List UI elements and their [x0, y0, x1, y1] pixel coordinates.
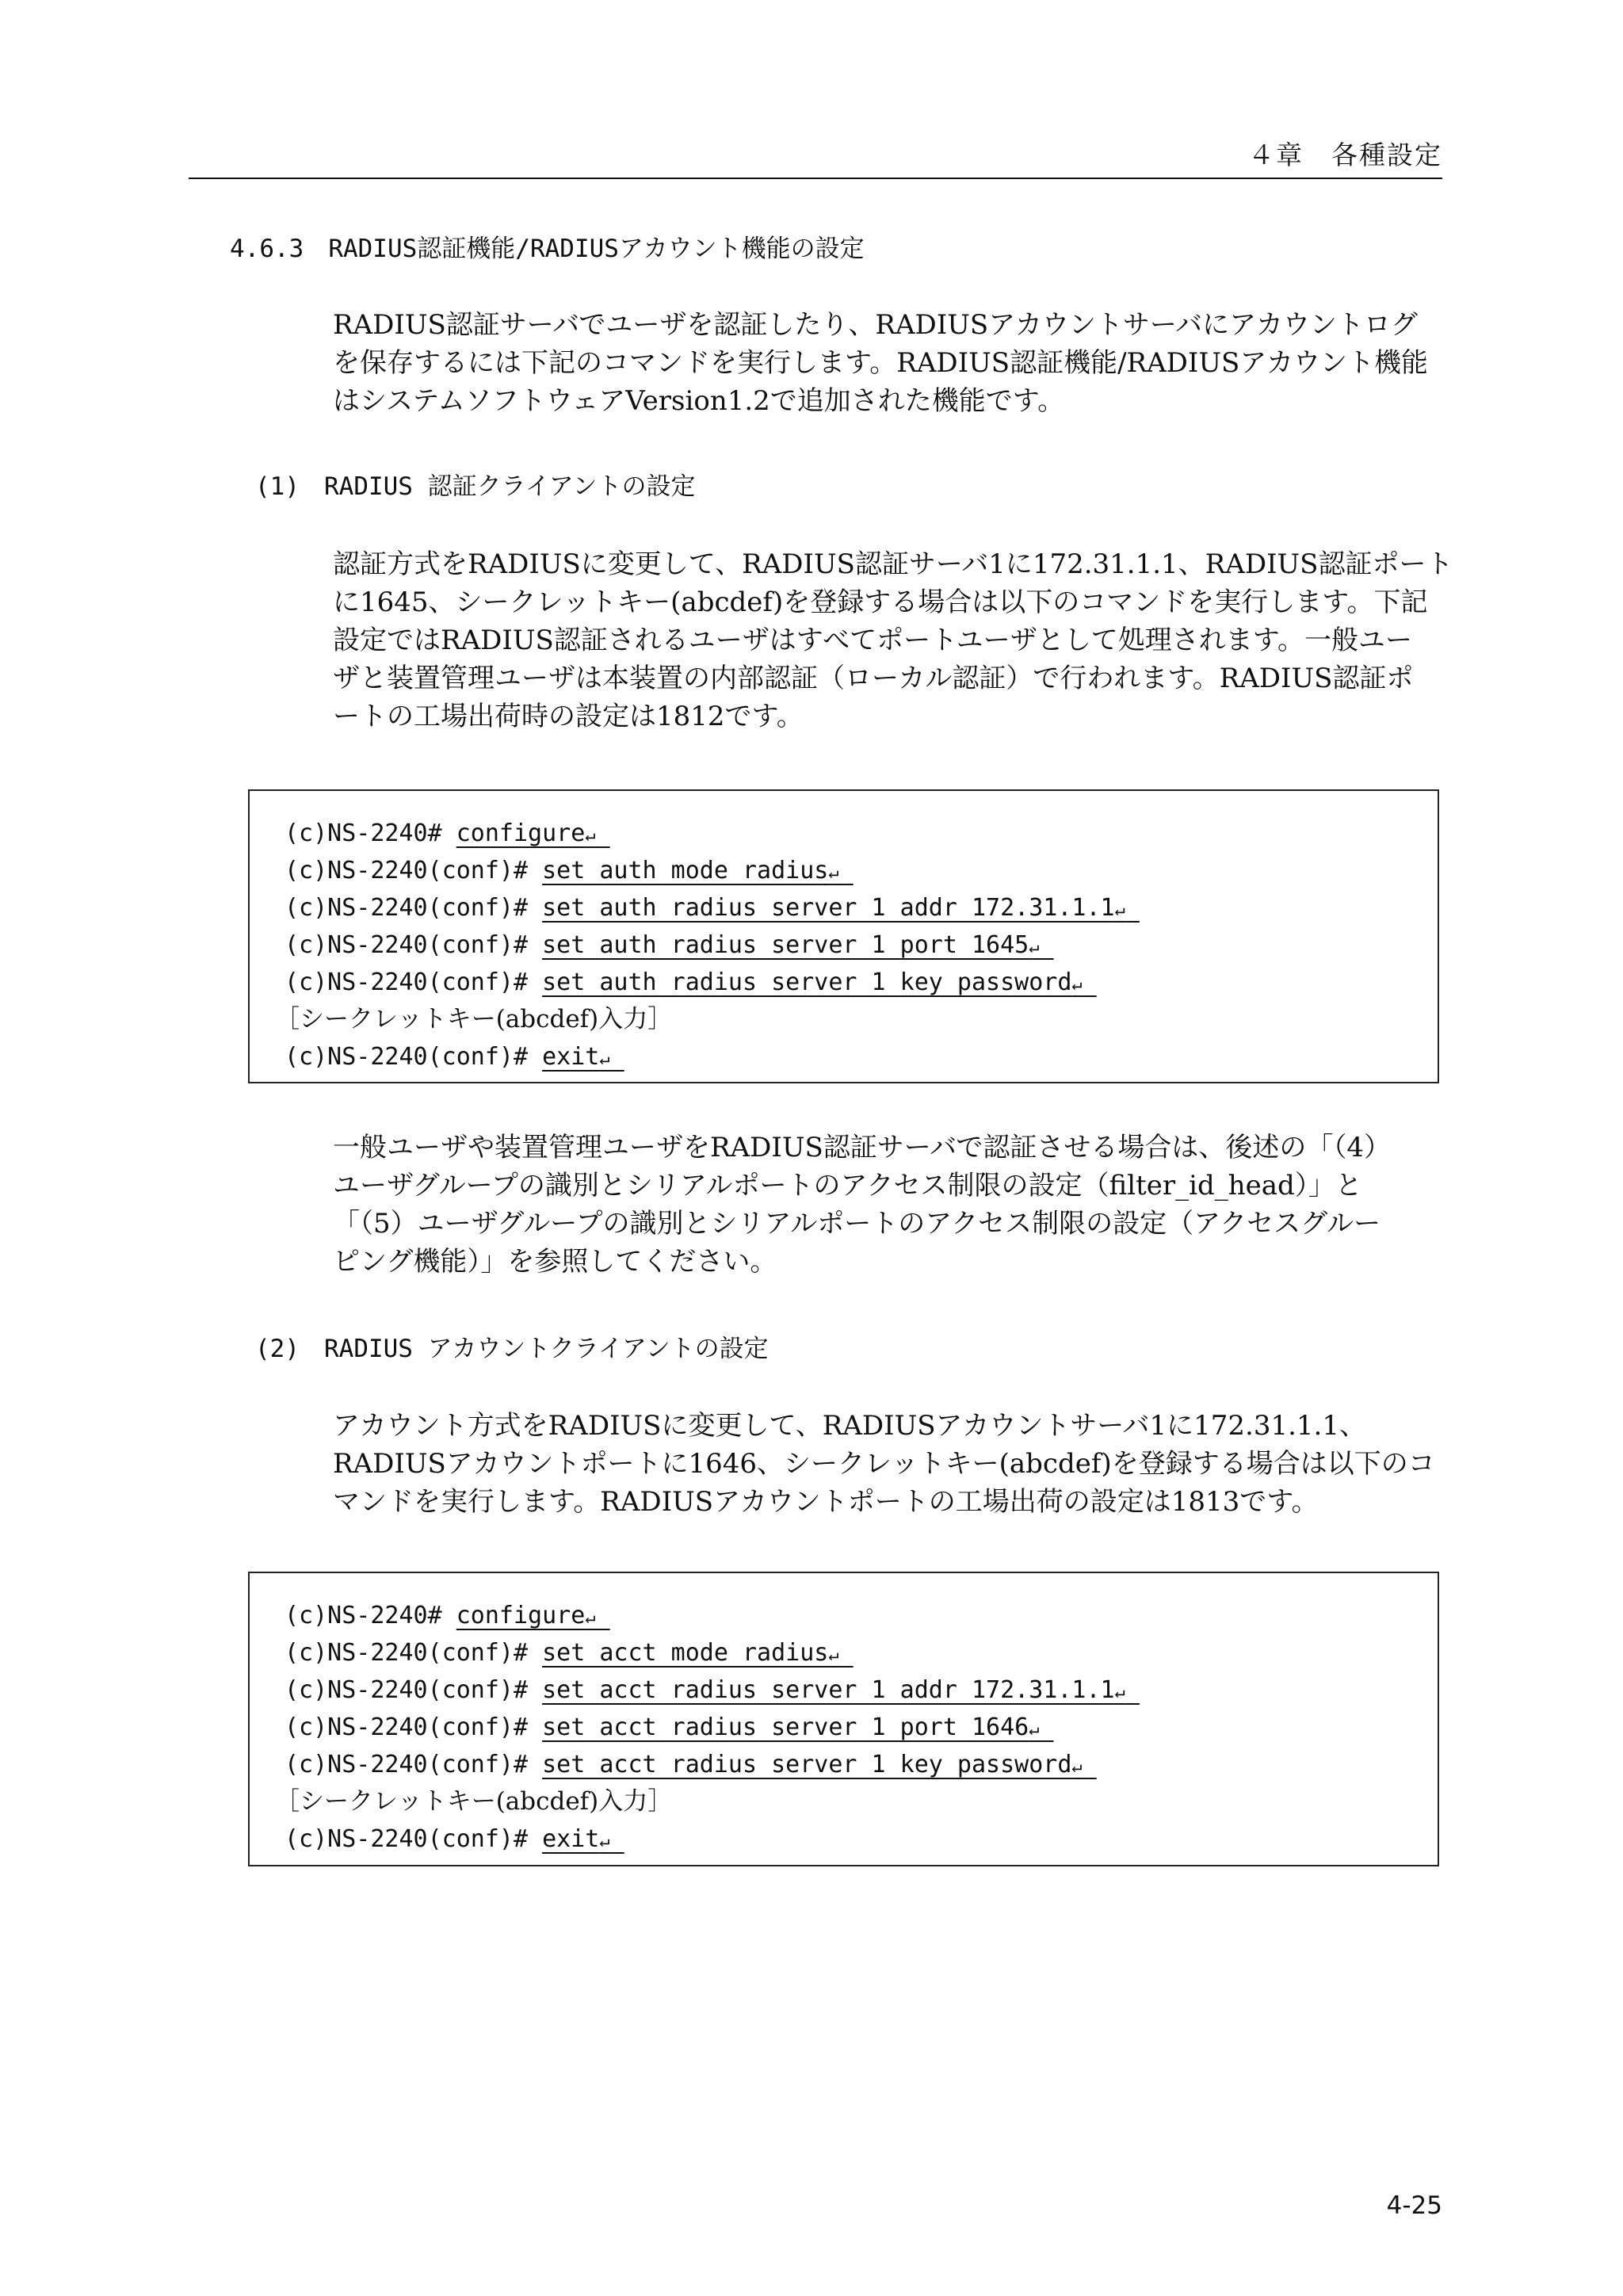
code-command: configure↵: [456, 1602, 596, 1629]
code-example-2: [248, 1572, 1439, 1866]
code-line: [285, 1709, 1438, 1746]
code-command: set auth mode radius↵: [542, 857, 839, 884]
code-prompt: (c)NS-2240(conf)#: [285, 857, 543, 884]
code-command: set acct radius server 1 port 1646↵: [542, 1713, 1040, 1741]
code-note: ［シークレットキー(abcdef)入力］: [275, 1787, 673, 1816]
code-command: set auth radius server 1 addr 172.31.1.1↵: [542, 894, 1125, 922]
paragraph-line: 設定ではRADIUS認証されるユーザはすべてポートユーザとして処理されます。一般ユー: [333, 625, 1413, 656]
chapter-header: ４章 各種設定: [1248, 139, 1442, 170]
intro-paragraph: [333, 306, 1442, 420]
code-line: [285, 926, 1438, 964]
paragraph-line: 認証方式をRADIUSに変更して、RADIUS認証サーバ1に172.31.1.1、RADIUS認証ポート: [333, 548, 1453, 580]
return-icon: ↵: [585, 1608, 596, 1628]
return-icon: ↵: [585, 826, 596, 846]
section-heading: 4.6.3 RADIUS認証機能/RADIUSアカウント機能の設定: [230, 235, 865, 263]
paragraph-line: ピング機能）」を参照してください。: [333, 1246, 777, 1278]
return-icon: ↵: [599, 1049, 610, 1069]
paragraph-line: RADIUSアカウントポートに1646、シークレットキー(abcdef)を登録する場合は以下のコ: [333, 1448, 1435, 1480]
code-line: [285, 1038, 1438, 1075]
return-icon: ↵: [1029, 1720, 1040, 1740]
subsection-1-paragraph: [333, 545, 1453, 735]
code-prompt: (c)NS-2240(conf)#: [285, 968, 543, 996]
subsection-2-paragraph: [333, 1407, 1442, 1521]
header-rule: [189, 178, 1442, 179]
paragraph-line: ユーザグループの識別とシリアルポートのアクセス制限の設定（filter_id_head）」と: [333, 1170, 1362, 1201]
code-line: [285, 1597, 1438, 1634]
intro-line: を保存するには下記のコマンドを実行します。RADIUS認証機能/RADIUSアカウント機能: [333, 347, 1428, 379]
subsection-1-note-paragraph: [333, 1129, 1442, 1281]
code-prompt: (c)NS-2240#: [285, 819, 456, 847]
return-icon: ↵: [828, 863, 839, 883]
code-line: [285, 1746, 1438, 1783]
paragraph-line: ザと装置管理ユーザは本装置の内部認証（ローカル認証）で行われます。RADIUS認証ポ: [333, 663, 1414, 694]
intro-line: RADIUS認証サーバでユーザを認証したり、RADIUSアカウントサーバにアカウントログ: [333, 309, 1418, 341]
paragraph-line: に1645、シークレットキー(abcdef)を登録する場合は以下のコマンドを実行します。下記: [333, 586, 1428, 618]
code-command: set acct mode radius↵: [542, 1639, 839, 1667]
paragraph-line: 一般ユーザや装置管理ユーザをRADIUS認証サーバで認証させる場合は、後述の「（4）: [333, 1132, 1392, 1163]
page-number: 4-25: [1386, 2191, 1442, 2220]
code-example-1: [248, 789, 1439, 1083]
code-command: set auth radius server 1 key password↵: [542, 968, 1083, 996]
code-prompt: (c)NS-2240(conf)#: [285, 1751, 543, 1778]
code-line: [285, 889, 1438, 926]
code-prompt: (c)NS-2240(conf)#: [285, 1825, 543, 1853]
return-icon: ↵: [1114, 900, 1125, 920]
code-command: exit↵: [542, 1043, 610, 1071]
paragraph-line: ートの工場出荷時の設定は1812です。: [333, 701, 804, 732]
code-line: [285, 964, 1438, 1001]
return-icon: ↵: [1114, 1683, 1125, 1702]
code-command: exit↵: [542, 1825, 610, 1853]
code-line: [285, 815, 1438, 852]
return-icon: ↵: [599, 1832, 610, 1851]
code-line: [285, 1634, 1438, 1671]
return-icon: ↵: [1071, 1757, 1083, 1777]
paragraph-line: マンドを実行します。RADIUSアカウントポートの工場出荷の設定は1813です。: [333, 1486, 1319, 1518]
code-line: [285, 852, 1438, 889]
subsection-heading-1: (1) RADIUS 認証クライアントの設定: [255, 472, 696, 501]
code-note: ［シークレットキー(abcdef)入力］: [275, 1005, 673, 1033]
return-icon: ↵: [1029, 938, 1040, 957]
code-line: [285, 1671, 1438, 1709]
code-prompt: (c)NS-2240(conf)#: [285, 931, 543, 959]
return-icon: ↵: [1071, 975, 1083, 995]
paragraph-line: アカウント方式をRADIUSに変更して、RADIUSアカウントサーバ1に172.31.1.1、: [333, 1410, 1366, 1442]
code-prompt: (c)NS-2240(conf)#: [285, 1676, 543, 1704]
paragraph-line: 「（5）ユーザグループの識別とシリアルポートのアクセス制限の設定（アクセスグルー: [333, 1208, 1381, 1240]
code-command: set auth radius server 1 port 1645↵: [542, 931, 1040, 959]
code-command: set acct radius server 1 addr 172.31.1.1↵: [542, 1676, 1125, 1704]
code-prompt: (c)NS-2240(conf)#: [285, 894, 543, 922]
code-prompt: (c)NS-2240#: [285, 1602, 456, 1629]
code-prompt: (c)NS-2240(conf)#: [285, 1043, 543, 1071]
return-icon: ↵: [828, 1645, 839, 1665]
code-command: configure↵: [456, 819, 596, 847]
subsection-heading-2: (2) RADIUS アカウントクライアントの設定: [255, 1335, 769, 1363]
code-prompt: (c)NS-2240(conf)#: [285, 1713, 543, 1741]
intro-line: はシステムソフトウェアVersion1.2で追加された機能です。: [333, 385, 1065, 417]
code-command: set acct radius server 1 key password↵: [542, 1751, 1083, 1778]
code-line: [285, 1820, 1438, 1858]
code-prompt: (c)NS-2240(conf)#: [285, 1639, 543, 1667]
